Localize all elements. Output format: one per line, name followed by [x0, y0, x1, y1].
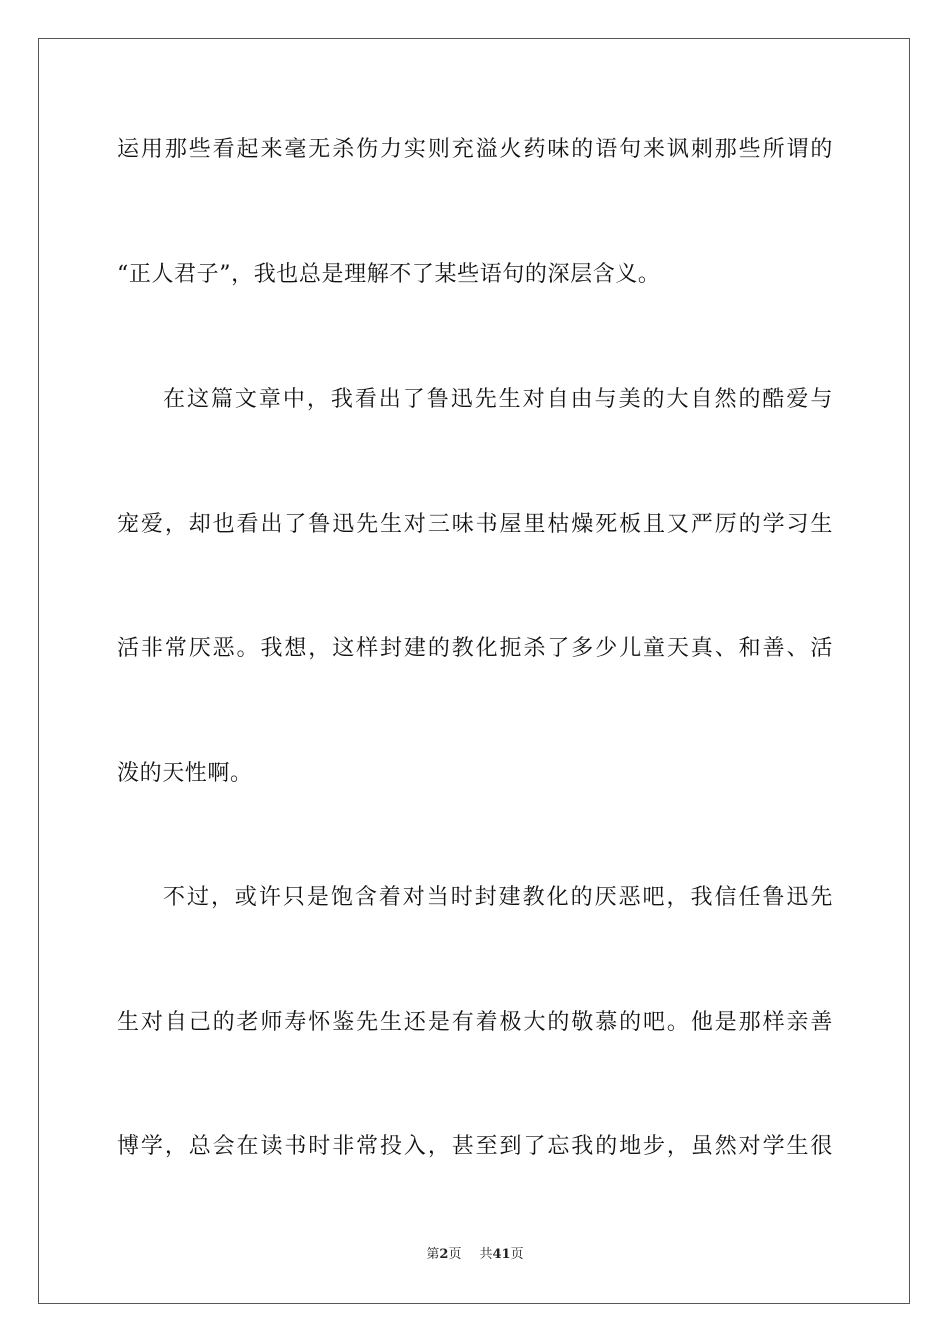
text-line: 博学，总会在读书时非常投入，甚至到了忘我的地步，虽然对学生很	[117, 1134, 833, 1159]
text-line: 泼的天性啊。	[117, 761, 253, 786]
paragraph-start-line: 在这篇文章中，我看出了鲁迅先生对自由与美的大自然的酷爱与	[163, 387, 833, 412]
page-border	[38, 38, 910, 1304]
page-current: 2	[439, 1247, 449, 1262]
total-prefix: 共	[479, 1247, 493, 1262]
text-line: 宠爱，却也看出了鲁迅先生对三味书屋里枯燥死板且又严厉的学习生	[117, 512, 833, 537]
page-footer	[0, 1246, 950, 1264]
page-prefix: 第	[426, 1247, 440, 1262]
paragraph-start-line: 不过，或许只是饱含着对当时封建教化的厌恶吧，我信任鲁迅先	[163, 885, 833, 910]
total-suffix: 页	[510, 1247, 524, 1262]
text-line: 生对自己的老师寿怀鉴先生还是有着极大的敬慕的吧。他是那样亲善	[117, 1010, 833, 1035]
text-line: 运用那些看起来毫无杀伤力实则充溢火药味的语句来讽刺那些所谓的	[117, 137, 833, 162]
text-line: 活非常厌恶。我想，这样封建的教化扼杀了多少儿童天真、和善、活	[117, 636, 833, 661]
page-total: 41	[492, 1247, 511, 1262]
text-line: “正人君子”，我也总是理解不了某些语句的深层含义。	[117, 262, 661, 287]
page-suffix: 页	[448, 1247, 462, 1262]
